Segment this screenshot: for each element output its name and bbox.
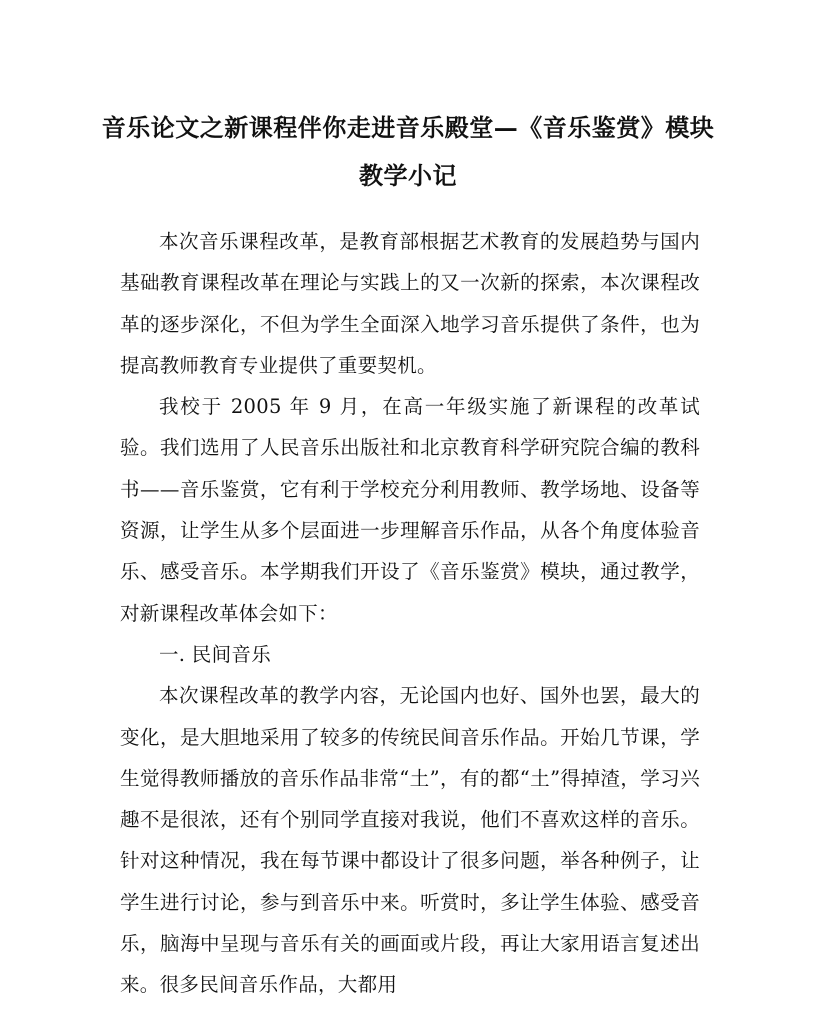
document-body: [120, 221, 700, 1006]
paragraph-intro: 本次音乐课程改革，是教育部根据艺术教育的发展趋势与国内基础教育课程改革在理论与实践上的又一次新的探索，本次课程改革的逐步深化，不但为学生全面深入地学习音乐提供了条件，也为提高教师教育专业提供了重要契机。: [120, 230, 700, 377]
document-title: 音乐论文之新课程伴你走进音乐殿堂—《音乐鉴赏》模块教学小记: [101, 113, 715, 190]
paragraph-folk-music: 本次课程改革的教学内容，无论国内也好、国外也罢，最大的变化，是大胆地采用了较多的传统民间音乐作品。开始几节课，学生觉得教师播放的音乐作品非常“土”，有的都“土”得掉渣，学习兴趣不是很浓，还有个别同学直接对我说，他们不喜欢这样的音乐。针对这种情况，我在每节课中都设计了很多问题，举各种例子，让学生进行讨论，参与到音乐中来。听赏时，多让学生体验、感受音乐，脑海中呈现与音乐有关的画面或片段，再让大家用语言复述出来。很多民间音乐作品，大都用: [120, 684, 700, 997]
paragraph-school-trial: 我校于 2005 年 9 月，在高一年级实施了新课程的改革试验。我们选用了人民音乐出版社和北京教育科学研究院合编的教科书——音乐鉴赏，它有利于学校充分利用教师、教学场地、设备等资源，让学生从多个层面进一步理解音乐作品，从各个角度体验音乐、感受音乐。本学期我们开设了《音乐鉴赏》模块，通过教学，对新课程改革体会如下：: [120, 395, 700, 625]
section-heading-folk-music: 一. 民间音乐: [159, 642, 271, 666]
